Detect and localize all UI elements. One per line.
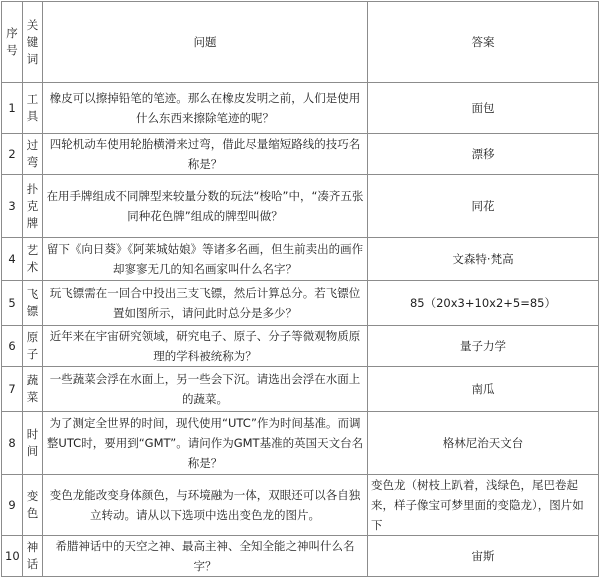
row-question: 四轮机动车使用轮胎横滑来过弯，借此尽量缩短路线的技巧名称是？ [43, 134, 368, 175]
table-row [2, 412, 599, 475]
row-keyword: 艺术 [23, 238, 43, 281]
row-index: 2 [2, 134, 23, 175]
row-keyword: 时间 [23, 412, 43, 475]
row-keyword: 蔬菜 [23, 367, 43, 412]
row-question: 玩飞镖需在一回合中投出三支飞镖，然后计算总分。若飞镖位置如图所示，请问此时总分是多少？ [43, 281, 368, 326]
row-keyword: 神话 [23, 536, 43, 577]
row-answer: 南瓜 [368, 367, 599, 412]
row-question: 在用手牌组成不同牌型来较量分数的玩法“梭哈”中，“凑齐五张同种花色牌”组成的牌型叫做？ [43, 175, 368, 238]
table-row [2, 281, 599, 326]
quiz-table [1, 1, 599, 577]
header-question: 问题 [43, 2, 368, 83]
row-answer: 宙斯 [368, 536, 599, 577]
row-question: 近年来在宇宙研究领域，研究电子、原子、分子等微观物质原理的学科被统称为？ [43, 326, 368, 367]
table-row [2, 536, 599, 577]
table-row [2, 83, 599, 134]
row-answer: 量子力学 [368, 326, 599, 367]
row-question: 一些蔬菜会浮在水面上，另一些会下沉。请选出会浮在水面上的蔬菜。 [43, 367, 368, 412]
row-index: 8 [2, 412, 23, 475]
row-index: 5 [2, 281, 23, 326]
row-answer: 变色龙（树枝上趴着，浅绿色，尾巴卷起来，样子像宝可梦里面的变隐龙），图片如下 [368, 475, 599, 536]
table-row [2, 326, 599, 367]
row-keyword: 过弯 [23, 134, 43, 175]
row-index: 7 [2, 367, 23, 412]
table-row [2, 367, 599, 412]
row-question: 为了测定全世界的时间，现代使用“UTC”作为时间基准。而调整UTC时，要用到“GMT”。请问作为GMT基准的英国天文台名称是？ [43, 412, 368, 475]
row-index: 4 [2, 238, 23, 281]
header-keyword: 关键词 [23, 2, 43, 83]
row-keyword: 扑克牌 [23, 175, 43, 238]
row-keyword: 工具 [23, 83, 43, 134]
row-question: 希腊神话中的天空之神、最高主神、全知全能之神叫什么名字？ [43, 536, 368, 577]
table-row [2, 175, 599, 238]
row-answer: 漂移 [368, 134, 599, 175]
row-index: 6 [2, 326, 23, 367]
row-index: 9 [2, 475, 23, 536]
row-answer: 格林尼治天文台 [368, 412, 599, 475]
row-index: 1 [2, 83, 23, 134]
header-answer: 答案 [368, 2, 599, 83]
row-answer: 同花 [368, 175, 599, 238]
table-row [2, 475, 599, 536]
row-question: 橡皮可以擦掉铅笔的笔迹。那么在橡皮发明之前，人们是使用什么东西来擦除笔迹的呢？ [43, 83, 368, 134]
row-answer: 面包 [368, 83, 599, 134]
table-row [2, 238, 599, 281]
row-question: 变色龙能改变身体颜色，与环境融为一体，双眼还可以各自独立转动。请从以下选项中选出变色龙的图片。 [43, 475, 368, 536]
row-question: 留下《向日葵》《阿莱城姑娘》等诸多名画，但生前卖出的画作却寥寥无几的知名画家叫什么名字？ [43, 238, 368, 281]
row-keyword: 变色 [23, 475, 43, 536]
row-index: 3 [2, 175, 23, 238]
header-row [2, 2, 599, 83]
row-answer: 文森特·梵高 [368, 238, 599, 281]
row-keyword: 飞镖 [23, 281, 43, 326]
row-index: 10 [2, 536, 23, 577]
row-keyword: 原子 [23, 326, 43, 367]
table-row [2, 134, 599, 175]
header-index: 序号 [2, 2, 23, 83]
row-answer: 85（20x3+10x2+5=85） [368, 281, 599, 326]
